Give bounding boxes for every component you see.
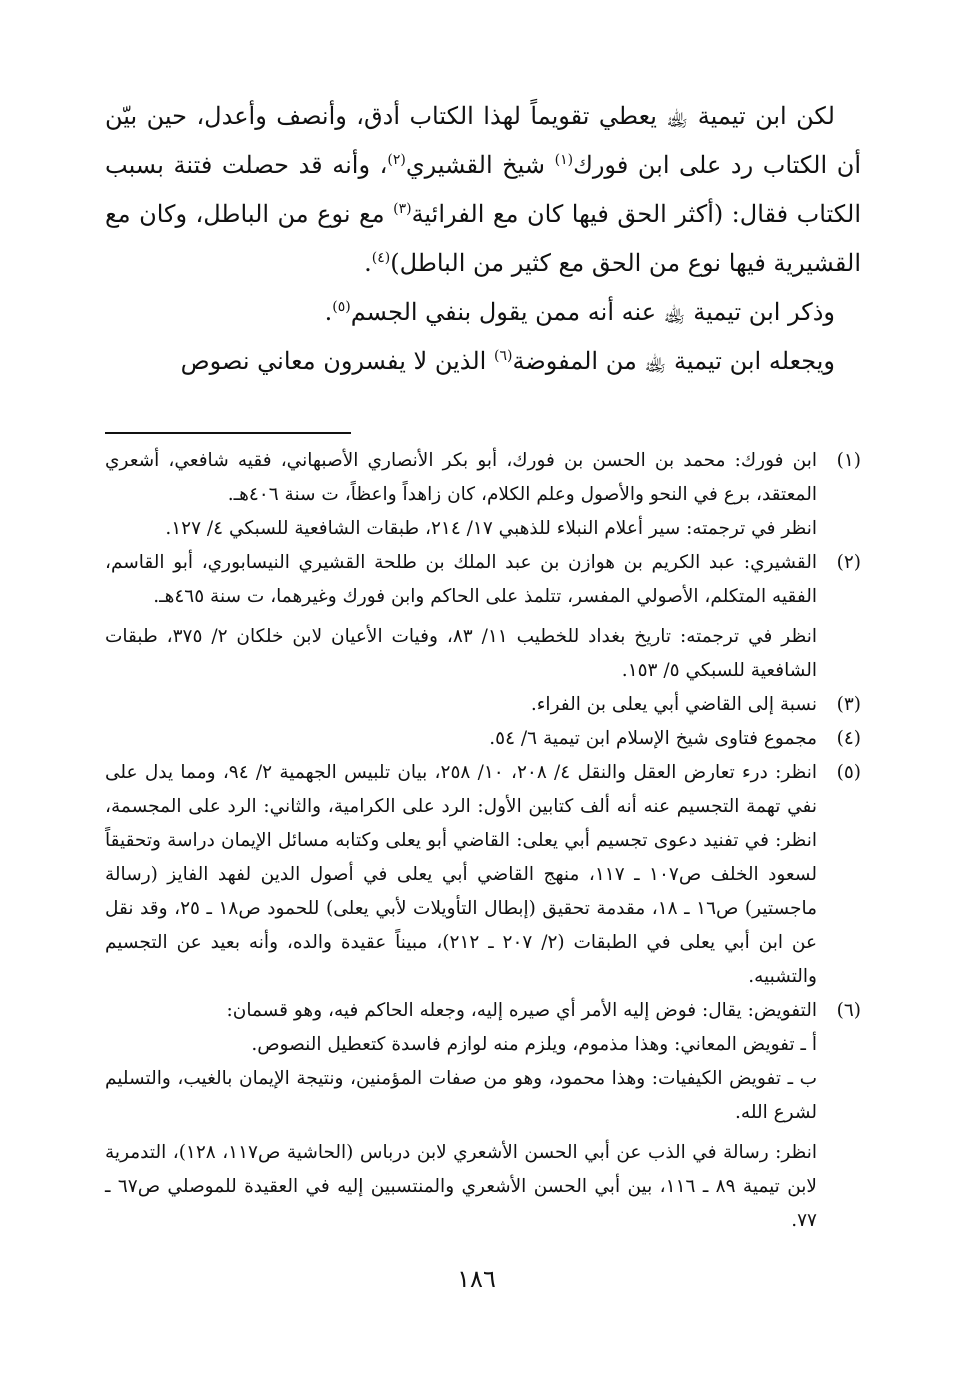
footnote-ref-6: (٦) bbox=[493, 348, 513, 364]
footnote-2-sources: انظر في ترجمته: تاريخ بغداد للخطيب ١١/ ٨٣، وفيات الأعيان لابن خلكان ٢/ ٣٧٥، طبقات الشافعية للسبكي ٥/ ١٥٣. bbox=[105, 626, 817, 681]
footnotes bbox=[105, 444, 861, 1238]
footnote-text: مجموع فتاوى شيخ الإسلام ابن تيمية ٦/ ٥٤. bbox=[489, 728, 817, 749]
text-run: . bbox=[364, 249, 372, 277]
footnote-6-part-b: ب ـ تفويض الكيفيات: وهذا محمود، وهو من صفات المؤمنين، ونتيجة الإيمان بالغيب، والتسليم لشرع الله. bbox=[105, 1068, 817, 1123]
footnote-number: (٦) bbox=[836, 1000, 861, 1021]
footnote-2 bbox=[105, 546, 861, 614]
text-run: شيخ القشيري bbox=[405, 151, 555, 179]
footnote-ref-2: (٢) bbox=[387, 152, 406, 168]
footnote-separator bbox=[105, 432, 351, 434]
footnote-text: ابن فورك: محمد بن الحسن بن فورك، أبو بكر الأنصاري الأصبهاني، فقيه شافعي، أشعري المعتقد، برع في النحو والأصول وعلم الكلام، كان زاهداً واعظاً، ت سنة ٤٠٦هـ. bbox=[105, 450, 817, 505]
text-run: وذكر ابن تيمية ﵀ عنه أنه ممن يقول بنفي الجسم bbox=[350, 298, 835, 326]
page-body bbox=[105, 92, 861, 1238]
footnote-1 bbox=[105, 444, 861, 512]
footnote-6 bbox=[105, 994, 861, 1062]
footnote-ref-3: (٣) bbox=[393, 201, 412, 217]
text-run: لكن ابن تيمية ﵀ يعطي تقويماً لهذا الكتاب أدق، وأنصف وأعدل، حين بيّن أن الكتاب رد على ابن فورك bbox=[105, 102, 861, 179]
paragraph-2 bbox=[105, 288, 861, 337]
footnote-5 bbox=[105, 756, 861, 994]
text-run: الذين لا يفسرون معاني نصوص bbox=[180, 347, 494, 375]
footnote-number: (٣) bbox=[836, 694, 861, 715]
footnote-text: نسبة إلى القاضي أبي يعلى بن الفراء. bbox=[530, 694, 817, 715]
footnote-number: (١) bbox=[836, 450, 861, 471]
paragraph-3 bbox=[105, 337, 861, 386]
footnote-4 bbox=[105, 722, 861, 756]
footnote-number: (٥) bbox=[836, 762, 861, 783]
text-run: مع نوع من الباطل، وكان مع القشيرية فيها نوع من الحق مع كثير من الباطل) bbox=[105, 200, 861, 277]
main-text bbox=[105, 92, 861, 386]
footnote-number: (٢) bbox=[836, 552, 861, 573]
paragraph-1 bbox=[105, 92, 861, 288]
footnote-ref-5: (٥) bbox=[332, 299, 351, 315]
footnote-3 bbox=[105, 688, 861, 722]
footnote-text: انظر: درء تعارض العقل والنقل ٤/ ٢٠٨، ١٠/ ٢٥٨، بيان تلبيس الجهمية ٢/ ٩٤، ومما يدل على نفي تهمة التجسيم عنه أنه ألف كتابين الأول: الرد على الكرامية، والثاني: الرد على المجسمة، انظر: في تفنيد دعوى تجسيم أبي يعلى: القاضي أبو يعلى وكتابه مسائل الإيمان دراسة وتحقيقاً لسعود الخلف ص١٠٧ ـ ١١٧، منهج القاضي أبي يعلى في أصول الدين لفهد الفايز (رسالة ماجستير) ص١٦ ـ ١٨، مقدمة تحقيق (إبطال التأويلات لأبي يعلى) للحمود ص١٨ ـ ٢٥، وقد نقل عن ابن أبي يعلى في الطبقات (٢/ ٢٠٧ ـ ٢١٢)، مبيناً عقيدة والده، وأنه بعيد عن التجسيم والتشبيه. bbox=[105, 762, 818, 987]
footnote-number: (٤) bbox=[836, 728, 861, 749]
footnote-text: القشيري: عبد الكريم بن هوازن بن عبد الملك بن طلحة القشيري النيسابوري، أبو القاسم، الفقيه المتكلم، الأصولي المفسر، تتلمذ على الحاكم وابن فورك وغيرهما، ت سنة ٤٦٥هـ. bbox=[105, 552, 817, 607]
footnote-6-sources: انظر: رسالة في الذب عن أبي الحسن الأشعري لابن درباس (الحاشية ص١١٧، ١٢٨)، التدمرية لابن تيمية ٨٩ ـ ١١٦، بين أبي الحسن الأشعري والمنتسبين إليه في العقيدة للموصلي ص٦٧ ـ ٧٧. bbox=[105, 1142, 817, 1231]
page-number: ١٨٦ bbox=[457, 1265, 496, 1293]
footnote-ref-4: (٤) bbox=[371, 250, 391, 266]
footnote-text bbox=[105, 994, 817, 1062]
text-run: ويجعله ابن تيمية ﵀ من المفوضة bbox=[512, 347, 835, 375]
text-run: . bbox=[324, 298, 333, 326]
footnote-ref-1: (١) bbox=[554, 152, 574, 168]
footnote-6-line: التفويض: يقال: فوض إليه الأمر أي صيره إليه، وجعله الحاكم فيه، وهو قسمان: bbox=[226, 1000, 817, 1021]
text-run: ، وأنه قد حصلت فتنة بسبب الكتاب فقال: (أكثر الحق فيها كان مع الفرائية bbox=[105, 151, 861, 228]
footnote-6-line: أ ـ تفويض المعاني: وهذا مذموم، ويلزم منه لوازم فاسدة كتعطيل النصوص. bbox=[251, 1034, 817, 1055]
footnote-1-sources: انظر في ترجمته: سير أعلام النبلاء للذهبي ١٧/ ٢١٤، طبقات الشافعية للسبكي ٤/ ١٢٧. bbox=[165, 518, 817, 539]
